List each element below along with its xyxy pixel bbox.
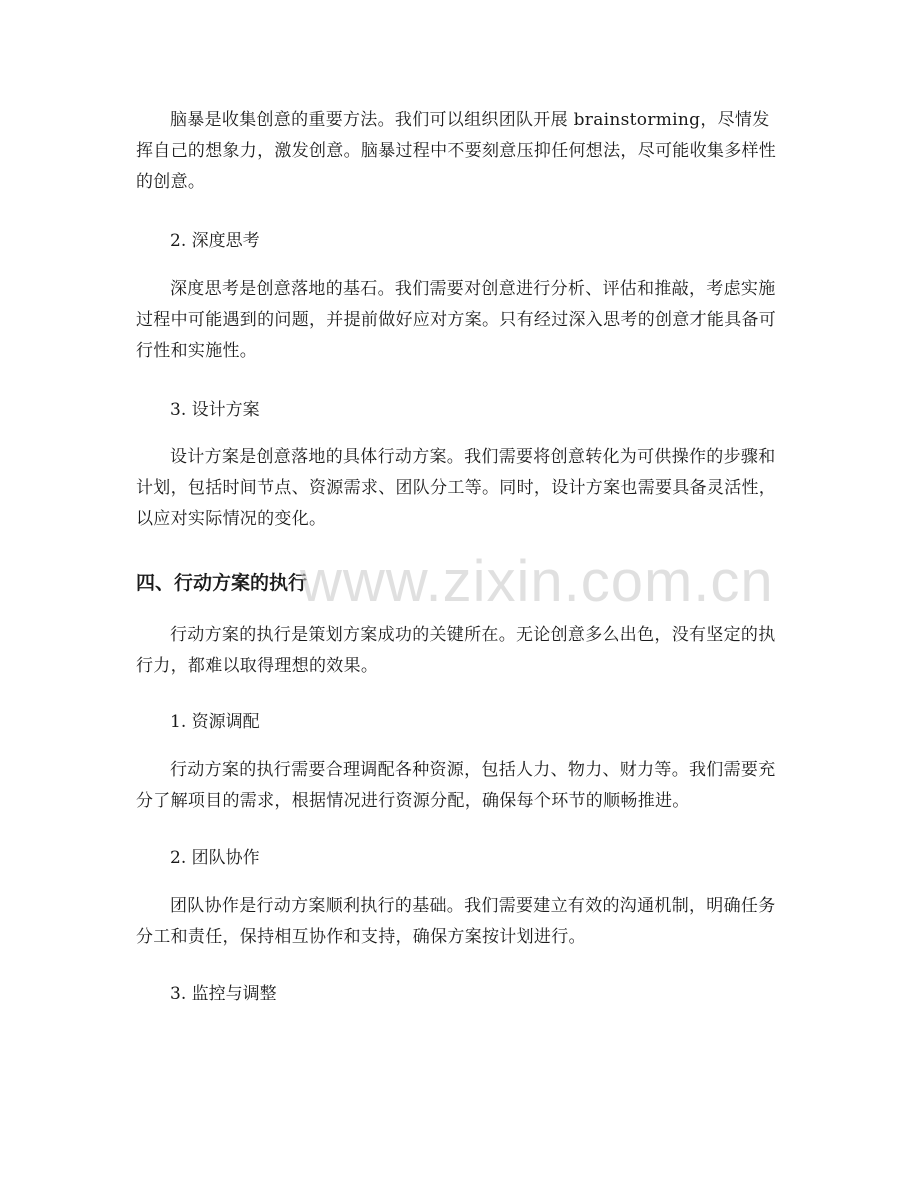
paragraph-team-collaboration: 团队协作是行动方案顺利执行的基础。我们需要建立有效的沟通机制，明确任务分工和责任，保持相互协作和支持，确保方案按计划进行。 bbox=[136, 896, 776, 947]
subheading-deep-thinking: 2. 深度思考 bbox=[170, 231, 260, 251]
subheading-design-plan: 3. 设计方案 bbox=[170, 400, 260, 420]
section-heading-execution: 四、行动方案的执行 bbox=[136, 572, 308, 594]
paragraph-design-plan: 设计方案是创意落地的具体行动方案。我们需要将创意转化为可供操作的步骤和计划，包括时间节点、资源需求、团队分工等。同时，设计方案也需要具备灵活性，以应对实际情况的变化。 bbox=[136, 447, 777, 529]
paragraph-execution-intro: 行动方案的执行是策划方案成功的关键所在。无论创意多么出色，没有坚定的执行力，都难以取得理想的效果。 bbox=[136, 625, 776, 676]
subheading-resource-allocation: 1. 资源调配 bbox=[170, 712, 260, 732]
paragraph-resource-allocation: 行动方案的执行需要合理调配各种资源，包括人力、物力、财力等。我们需要充分了解项目的需求，根据情况进行资源分配，确保每个环节的顺畅推进。 bbox=[136, 760, 776, 811]
watermark-text: www.zixin.com.cn bbox=[300, 549, 774, 614]
paragraph-deep-thinking: 深度思考是创意落地的基石。我们需要对创意进行分析、评估和推敲，考虑实施过程中可能遇到的问题，并提前做好应对方案。只有经过深入思考的创意才能具备可行性和实施性。 bbox=[136, 279, 777, 361]
paragraph-brainstorming: 脑暴是收集创意的重要方法。我们可以组织团队开展 brainstorming，尽情发挥自己的想象力，激发创意。脑暴过程中不要刻意压抑任何想法，尽可能收集多样性的创意。 bbox=[136, 110, 777, 192]
subheading-team-collaboration: 2. 团队协作 bbox=[170, 848, 260, 868]
subheading-monitoring: 3. 监控与调整 bbox=[170, 984, 277, 1004]
